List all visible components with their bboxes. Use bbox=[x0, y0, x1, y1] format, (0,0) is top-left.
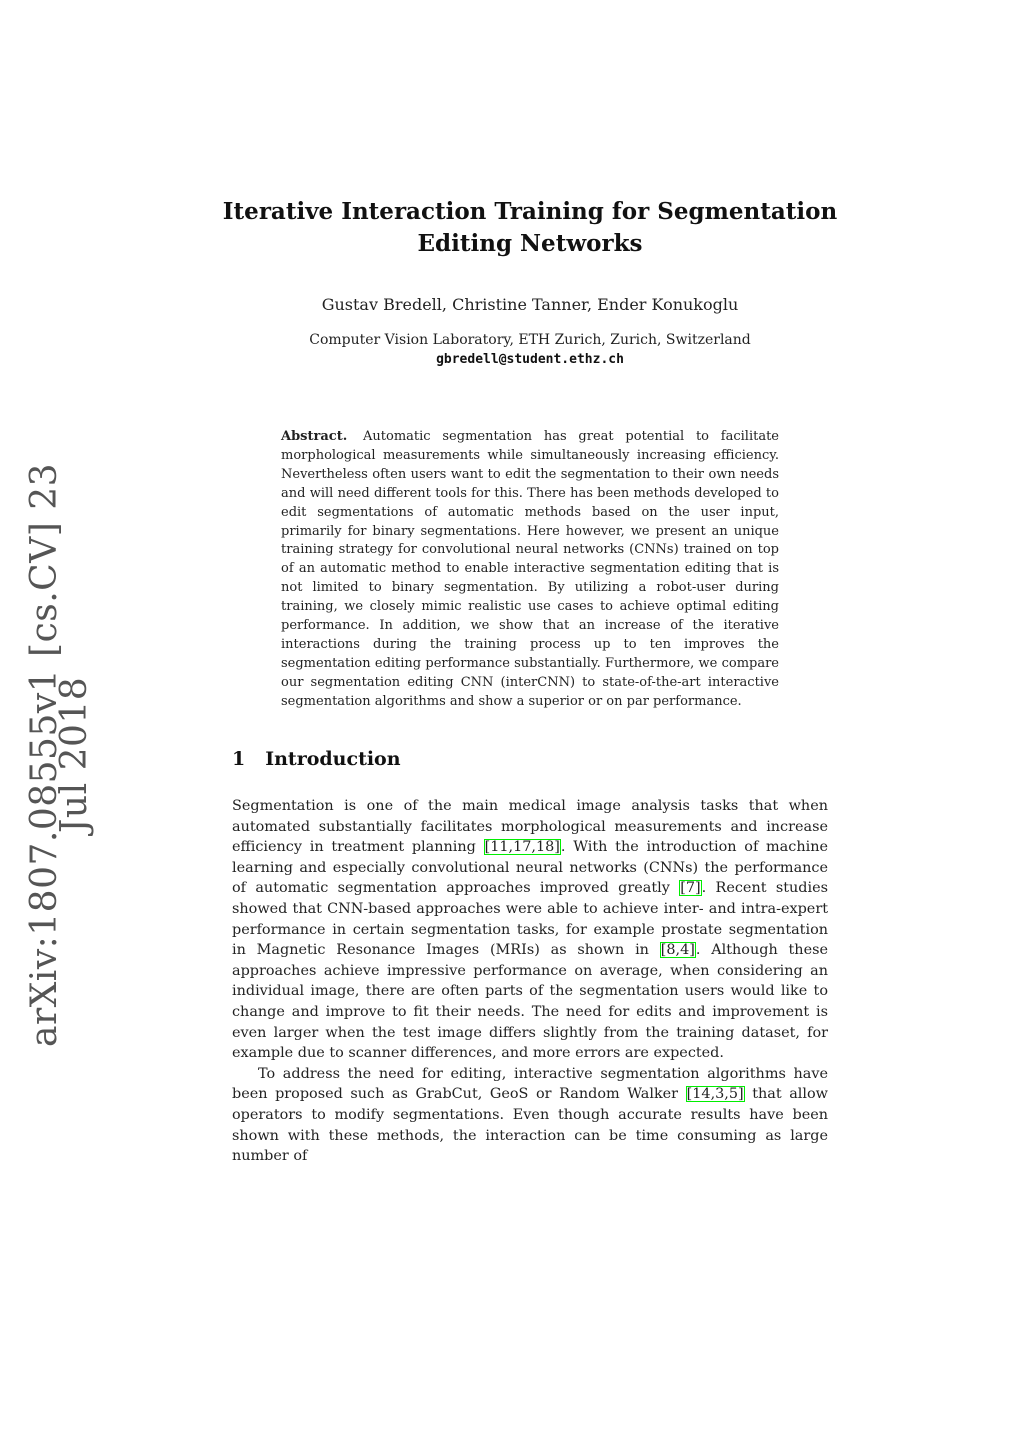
text-run: that allow operators to modify segmentations. Even though accurate results have been shown with these methods, the interaction can be time consuming as large number of bbox=[232, 1086, 828, 1165]
text-run: To address the need for editing, interactive segmentation algorithms have been proposed such as GrabCut, GeoS or Random Walker bbox=[232, 1065, 828, 1103]
abstract-label: Abstract. bbox=[281, 429, 348, 444]
paragraph bbox=[232, 796, 828, 1064]
abstract bbox=[281, 428, 779, 712]
paragraph bbox=[232, 1064, 828, 1167]
section-number: 1 bbox=[232, 748, 246, 770]
title-line-1: Iterative Interaction Training for Segmentation bbox=[222, 198, 838, 225]
citation-link[interactable]: [11,17,18] bbox=[484, 839, 560, 856]
section-title: Introduction bbox=[265, 748, 401, 770]
text-run: . Although these approaches achieve impressive performance on average, when considering an individual image, there are often parts of the segmentation users would like to change and improve to fit their needs. The need for edits and improvement is even larger when the test image differs slightly from the training dataset, for example due to scanner differences, and more errors are expected. bbox=[232, 942, 828, 1062]
text-run: Segmentation is one of the main medical image analysis tasks that when automated substantially facilitates morphological measurements and increase efficiency in treatment planning bbox=[232, 798, 828, 856]
citation-link[interactable]: [7] bbox=[680, 880, 701, 897]
arxiv-sidebar-stamp: arXiv:1807.08555v1 [cs.CV] 23 Jul 2018 bbox=[24, 463, 95, 1048]
section-heading bbox=[232, 748, 401, 770]
citation-link[interactable]: [14,3,5] bbox=[686, 1086, 744, 1103]
citation-link[interactable]: [8,4] bbox=[660, 942, 695, 959]
abstract-text: Automatic segmentation has great potential to facilitate morphological measurements while simultaneously increasing efficiency. Nevertheless often users want to edit the segmentation to their own needs and will need different tools for this. There has been methods developed to edit segmentations of automatic methods based on the user input, primarily for binary segmentations. Here however, we present an unique training strategy for convolutional neural networks (CNNs) trained on top of an automatic method to enable interactive segmentation editing that is not limited to binary segmentation. By utilizing a robot-user during training, we closely mimic realistic use cases to achieve optimal editing performance. In addition, we show that an increase of the iterative interactions during the training process up to ten improves the segmentation editing performance substantially. Furthermore, we compare our segmentation editing CNN (interCNN) to state-of-the-art interactive segmentation algorithms and show a superior or on par performance. bbox=[281, 429, 780, 709]
title-line-2: Editing Networks bbox=[417, 230, 643, 257]
text-run: . Recent studies showed that CNN-based approaches were able to achieve inter- and intra-expert performance in certain segmentation tasks, for example prostate segmentation in Magnetic Resonance Images (MRIs) as shown in bbox=[232, 880, 828, 959]
introduction-body bbox=[232, 796, 828, 1167]
author-email[interactable]: gbredell@student.ethz.ch bbox=[436, 352, 624, 367]
author-list: Gustav Bredell, Christine Tanner, Ender Konukoglu bbox=[321, 295, 739, 314]
text-run: . With the introduction of machine learning and especially convolutional neural networks (CNNs) the performance of automatic segmentation approaches improved greatly bbox=[232, 839, 828, 897]
affiliation: Computer Vision Laboratory, ETH Zurich, Zurich, Switzerland bbox=[309, 332, 751, 348]
paper-title bbox=[200, 196, 860, 260]
